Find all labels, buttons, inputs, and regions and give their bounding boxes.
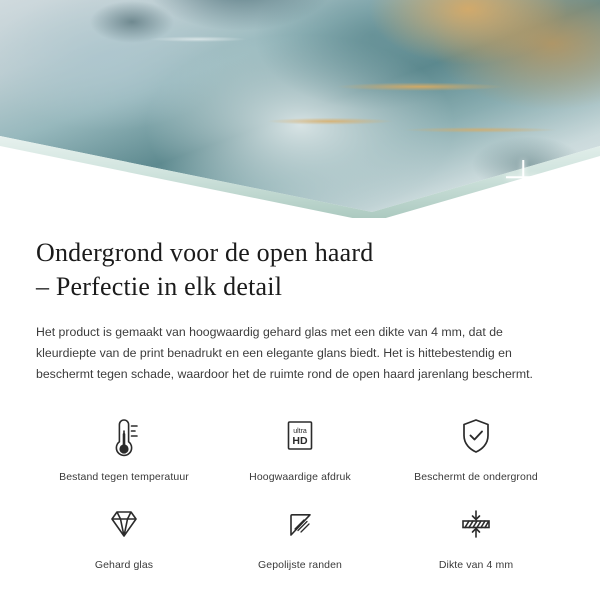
polished-edges-icon: [278, 499, 322, 549]
svg-text:HD: HD: [292, 435, 308, 447]
shield-check-icon: [454, 411, 498, 461]
feature-label: Bestand tegen temperatuur: [59, 471, 189, 483]
feature-item-surface-protection: [388, 411, 564, 483]
hero-image: [0, 0, 600, 218]
thermometer-icon: [102, 411, 146, 461]
feature-label: Beschermt de ondergrond: [414, 471, 538, 483]
content-area: [0, 236, 600, 571]
svg-text:ultra: ultra: [293, 428, 307, 435]
sparkle-icon: [534, 182, 552, 200]
feature-item-polished-edges: [212, 499, 388, 571]
headline-line-2: – Perfectie in elk detail: [36, 272, 283, 301]
body-paragraph: Het product is gemaakt van hoogwaardig gehard glas met een dikte van 4 mm, dat de kleurdiepte van de print benadrukt en een elegante glans biedt. Het is hittebestendig en beschermt tegen schade, waardoor het de ruimte rond de open haard jarenlang beschermt.: [36, 325, 533, 381]
feature-label: Gehard glas: [94, 559, 154, 571]
feature-item-print-quality: [212, 411, 388, 483]
thickness-4mm-icon: [453, 499, 499, 549]
feature-label: Hoogwaardige afdruk: [249, 471, 351, 483]
headline-line-1: Ondergrond voor de open haard: [36, 238, 374, 267]
page-title: [36, 236, 564, 304]
feature-item-tempered-glass: [36, 499, 212, 571]
feature-label: Dikte van 4 mm: [438, 559, 514, 571]
diamond-icon: [100, 499, 148, 549]
feature-label: Gepolijste randen: [257, 559, 342, 571]
feature-grid: [36, 411, 564, 571]
feature-item-temperature: [36, 411, 212, 483]
ultra-hd-icon: [278, 411, 322, 461]
feature-item-thickness: [388, 499, 564, 571]
